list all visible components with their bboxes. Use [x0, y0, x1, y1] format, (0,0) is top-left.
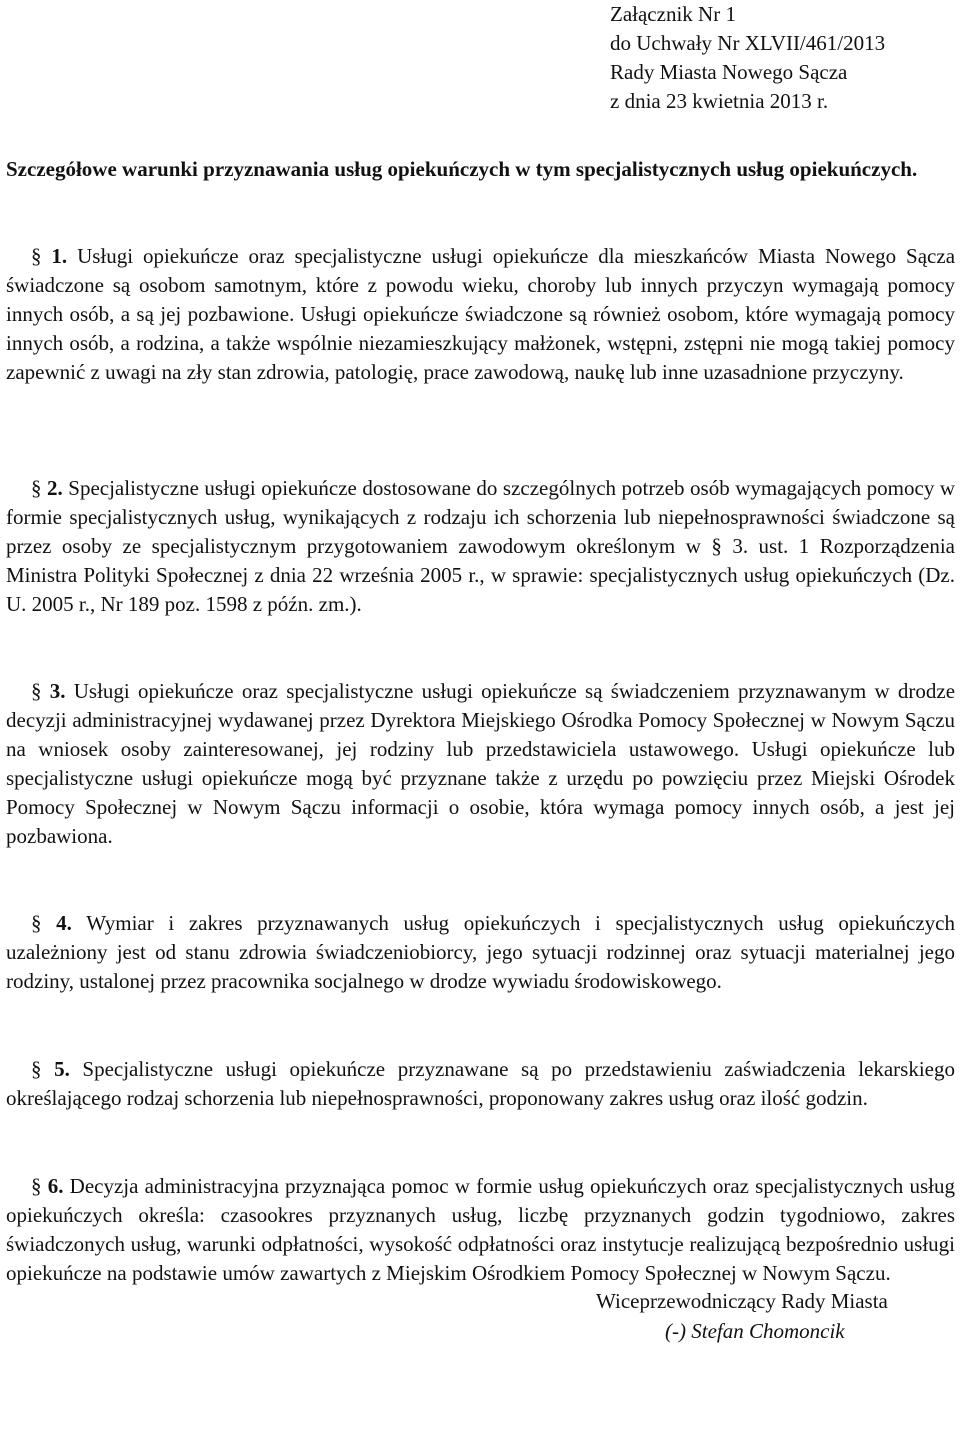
section-number: 3.: [49, 679, 66, 703]
section-number: 4.: [56, 911, 72, 935]
section-mark: §: [31, 244, 42, 268]
attachment-header: [610, 0, 885, 116]
section-1: [6, 242, 955, 387]
section-text: Usługi opiekuńcze oraz specjalistyczne usługi opiekuńcze są świadczeniem przyznawanym w drodze decyzji administracyjnej wydawanej przez Dyrektora Miejskiego Ośrodka Pomocy Społecznej w Nowym Sączu na wniosek osoby zainteresowanej, jej rodziny lub przedstawiciela ustawowego. Usługi opiekuńcze lub specjalistyczne usługi opiekuńcze mogą być przyznane także z urzędu po powzięciu przez Miejski Ośrodek Pomocy Społecznej w Nowym Sączu informacji o osobie, która wymaga pomocy innych osób, a jest jej pozbawiona.: [6, 679, 956, 848]
section-mark: §: [31, 476, 42, 500]
section-3: [6, 677, 955, 851]
section-4: [6, 909, 955, 996]
section-mark: §: [31, 1174, 42, 1198]
signature-role: Wiceprzewodniczący Rady Miasta: [596, 1289, 888, 1313]
header-line: Załącznik Nr 1: [610, 2, 736, 26]
section-text: Specjalistyczne usługi opiekuńcze dostosowane do szczególnych potrzeb osób wymagających pomocy w formie specjalistycznych usług, wynikających z rodzaju ich schorzenia lub niepełnosprawności świadczone są przez osoby ze specjalistycznym przygotowaniem zawodowym określonym w § 3. ust. 1 Rozporządzenia Ministra Polityki Społecznej z dnia 22 września 2005 r., w sprawie: specjalistycznych usług opiekuńczych (Dz. U. 2005 r., Nr 189 poz. 1598 z późn. zm.).: [6, 476, 955, 616]
section-mark: §: [31, 679, 42, 703]
section-5: [6, 1055, 955, 1113]
section-6: [6, 1172, 955, 1288]
section-text: Wymiar i zakres przyznawanych usług opiekuńczych i specjalistycznych usług opiekuńczych uzależniony jest od stanu zdrowia świadczeniobiorcy, jego sytuacji rodzinnej oraz sytuacji materialnej jego rodziny, ustalonej przez pracownika socjalnego w drodze wywiadu środowiskowego.: [6, 911, 956, 993]
header-line: z dnia 23 kwietnia 2013 r.: [610, 89, 829, 113]
section-number: 6.: [47, 1174, 64, 1198]
section-number: 1.: [51, 244, 68, 268]
section-2: [6, 474, 955, 619]
section-mark: §: [31, 911, 42, 935]
section-text: Usługi opiekuńcze oraz specjalistyczne usługi opiekuńcze dla mieszkańców Miasta Nowego Sącza świadczone są osobom samotnym, które z powodu wieku, choroby lub innych przyczyn wymagają pomocy innych osób, a są jej pozbawione. Usługi opiekuńcze świadczone są również osobom, które wymagają pomocy innych osób, a rodzina, a także wspólnie niezamieszkujący małżonek, wstępni, zstępni nie mogą takiej pomocy zapewnić z uwagi na zły stan zdrowia, patologię, prace zawodową, naukę lub inne uzasadnione przyczyny.: [6, 244, 956, 384]
section-number: 2.: [47, 476, 63, 500]
section-text: Specjalistyczne usługi opiekuńcze przyznawane są po przedstawieniu zaświadczenia lekarskiego określającego rodzaj schorzenia lub niepełnosprawności, proponowany zakres usług oraz ilość godzin.: [6, 1057, 956, 1110]
section-number: 5.: [54, 1057, 70, 1081]
header-line: Rady Miasta Nowego Sącza: [610, 60, 848, 84]
header-line: do Uchwały Nr XLVII/461/2013: [610, 31, 886, 55]
section-text: Decyzja administracyjna przyznająca pomoc w formie usług opiekuńczych oraz specjalistycznych usług opiekuńczych określa: czasookres przyznanych usług, liczbę przyznanych godzin tygodniowo, zakres świadczonych usług, warunki odpłatności, wysokość odpłatności oraz instytucje realizującą bezpośrednio usługi opiekuńcze na podstawie umów zawartych z Miejskim Ośrodkiem Pomocy Społecznej w Nowym Sączu.: [6, 1174, 956, 1285]
signature-name: (-) Stefan Chomoncik: [665, 1319, 845, 1343]
section-mark: §: [31, 1057, 42, 1081]
document-title: Szczegółowe warunki przyznawania usług opiekuńczych w tym specjalistycznych usług opiekuńczych.: [6, 157, 918, 181]
